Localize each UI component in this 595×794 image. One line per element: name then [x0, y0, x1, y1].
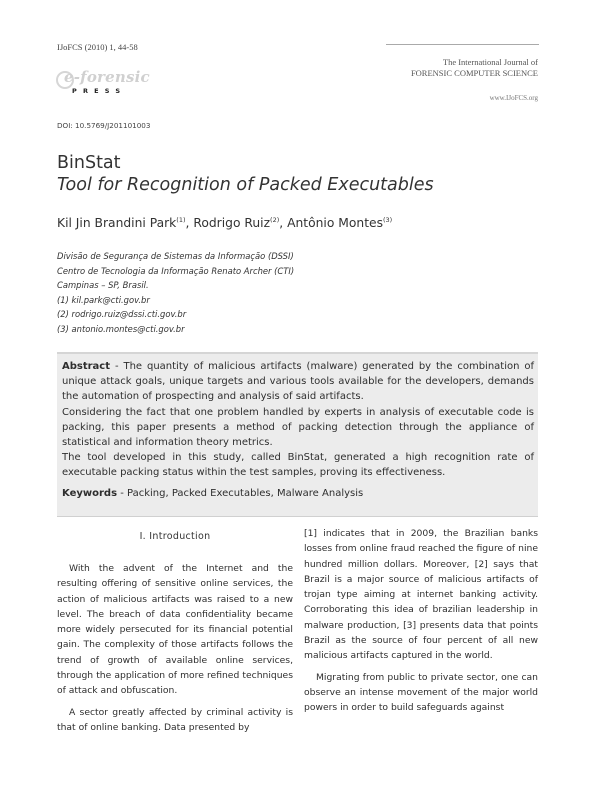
publisher-logo-press: PRESS: [72, 87, 127, 95]
body-paragraph: A sector greatly affected by criminal activity is that of online banking. Data presented by: [57, 706, 293, 733]
header-divider: [386, 44, 539, 45]
author-name: Kil Jin Brandini Park: [57, 216, 177, 230]
journal-reference: IJoFCS (2010) 1, 44-58: [57, 42, 138, 52]
keywords: [62, 488, 363, 499]
abstract: [62, 359, 534, 481]
journal-name-line1: The International Journal of: [442, 57, 538, 67]
abstract-paragraph: Considering the fact that one problem handled by experts in analysis of executable code is packing, this paper presents a method of packing detection through the appliance of statistical and information theory metrics.: [62, 406, 534, 449]
author-email[interactable]: (2) rodrigo.ruiz@dssi.cti.gov.br: [57, 309, 187, 320]
author-mark: (3): [383, 216, 393, 224]
publisher-logo-text: e-forensic: [64, 68, 150, 86]
journal-website-link[interactable]: www.IJoFCS.org: [489, 94, 538, 102]
abstract-paragraph: The tool developed in this study, called BinStat, generated a high recognition rate of executable packing status within the test samples, proving its effectiveness.: [62, 452, 534, 479]
doi: DOI: 10.5769/J201101003: [57, 121, 151, 130]
body-paragraph: With the advent of the Internet and the resulting offering of sensitive online services, the action of malicious artifacts was raised to a new level. The breach of data confidentiality became more widely persecuted for its financial potential gain. The complexity of those artifacts follows the trend of growth of available online services, through the application of more refined techniques of attack and obfuscation.: [57, 563, 293, 697]
author-email[interactable]: (1) kil.park@cti.gov.br: [57, 294, 150, 305]
author-separator: ,: [185, 216, 194, 230]
author-mark: (2): [270, 216, 280, 224]
author-email[interactable]: (3) antonio.montes@cti.gov.br: [57, 323, 185, 334]
affiliation-line: Divisão de Segurança de Sistemas da Informação (DSSI): [57, 251, 294, 261]
abstract-paragraph: - The quantity of malicious artifacts (malware) generated by the combination of unique attack goals, unique targets and various tools available for the developers, demands the automation of prospecting and analysis of said artifacts.: [62, 361, 534, 403]
author-name: Rodrigo Ruiz: [193, 216, 271, 230]
affiliations: [57, 249, 294, 337]
body-paragraph: Migrating from public to private sector, one can observe an intense movement of the major world powers in order to build safeguards against: [304, 671, 538, 714]
left-column: [57, 561, 293, 735]
paper-subtitle: Tool for Recognition of Packed Executables: [57, 175, 434, 195]
author-mark: (1): [176, 216, 186, 224]
author-separator: ,: [279, 216, 288, 230]
keywords-label: Keywords: [62, 488, 118, 499]
author-list: [57, 216, 392, 230]
abstract-label: Abstract: [62, 361, 111, 372]
author-name: Antônio Montes: [287, 216, 383, 230]
section-heading: I. Introduction: [139, 531, 211, 542]
keywords-text: - Packing, Packed Executables, Malware Analysis: [117, 488, 364, 499]
body-paragraph: [1] indicates that in 2009, the Brazilian banks losses from online fraud reached the figure of nine hundred million dollars. Moreover, [2] says that Brazil is a major source of malicious artifacts of trojan type aiming at internet banking activity. Corroborating this idea of brazilian leadership in malware production, [3] presents data that points Brazil as the source of four percent of all new malicious artifacts captured in the world.: [304, 528, 538, 662]
affiliation-line: Campinas – SP, Brasil.: [57, 280, 149, 291]
right-column: [304, 526, 538, 716]
affiliation-line: Centro de Tecnologia da Informação Renato Archer (CTI): [57, 265, 295, 276]
keywords-divider: [57, 516, 538, 517]
paper-title: BinStat: [57, 153, 121, 173]
journal-name-line2: FORENSIC COMPUTER SCIENCE: [410, 68, 538, 78]
